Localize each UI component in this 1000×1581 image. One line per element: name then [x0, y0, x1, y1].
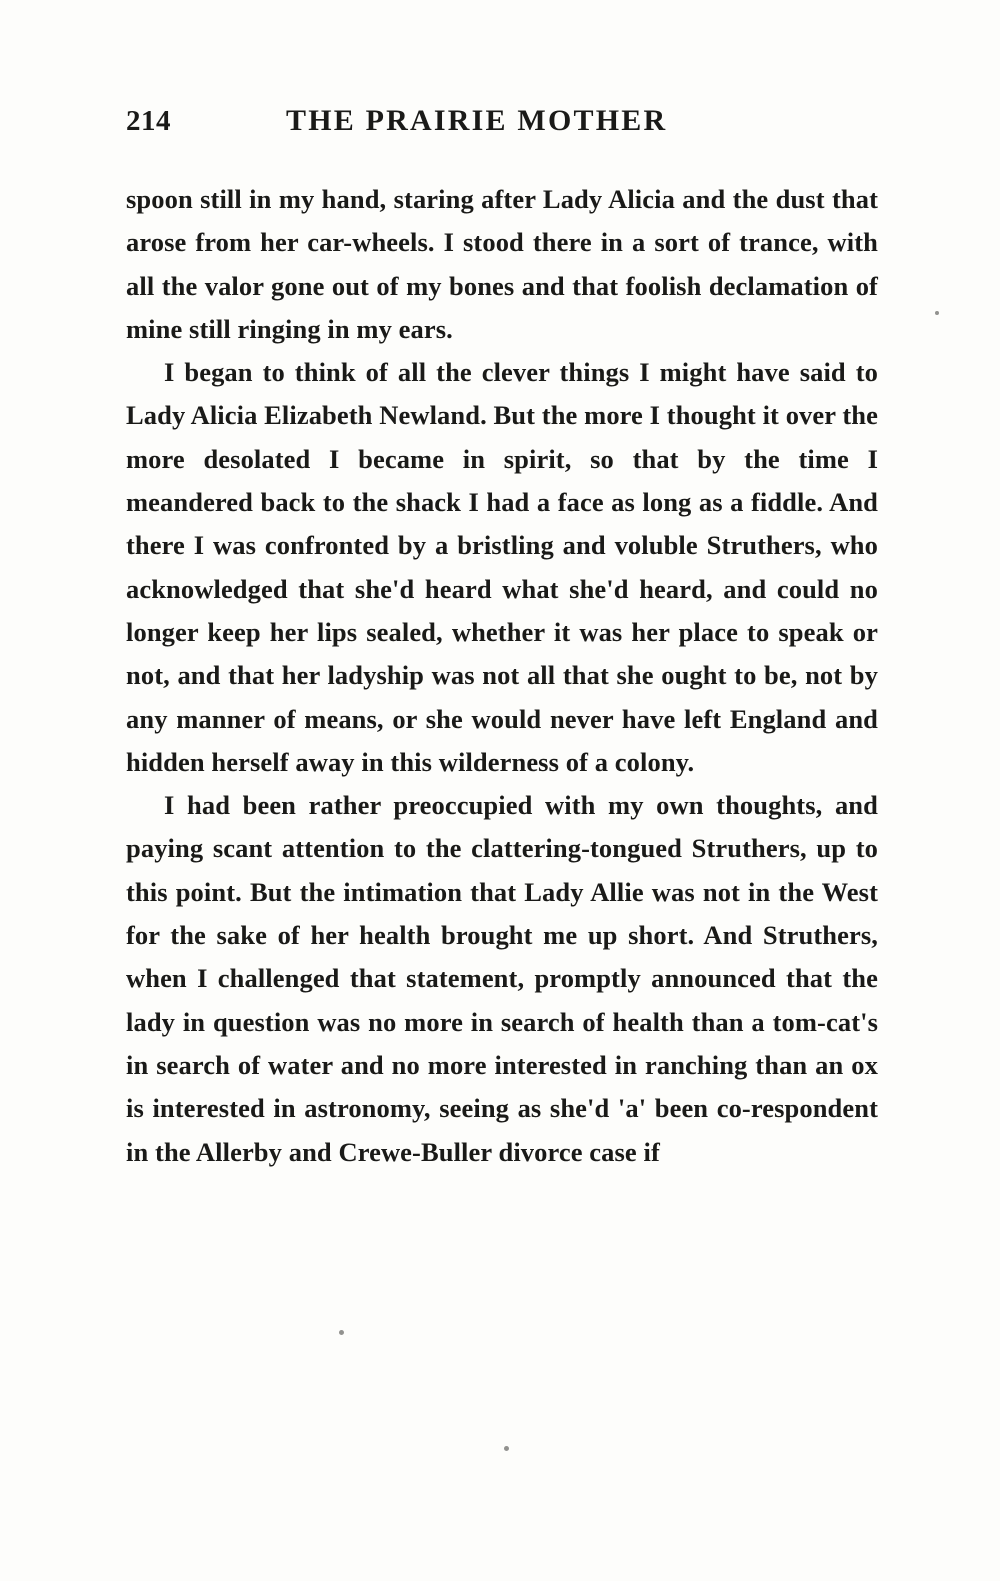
paragraph: I had been rather preoccupied with my own thoughts, and paying scant attention to the clattering-tongued Struthers, up to this point. But the intimation that Lady Allie was not in the West for the sake of her health brought me up short. And Struthers, when I challenged that statement, promptly announced that the lady in question was no more in search of health than a tom-cat's in search of water and no more interested in ranching than an ox is interested in astronomy, seeing as she'd 'a' been co-respondent in the Allerby and Crewe-Buller divorce case if — [126, 790, 878, 1167]
paragraph: spoon still in my hand, staring after Lady Alicia and the dust that arose from her car-wheels. I stood there in a sort of trance, with all the valor gone out of my bones and that foolish declamation of mine still ringing in my ears. — [126, 184, 878, 344]
paragraph: I began to think of all the clever things I might have said to Lady Alicia Elizabeth Newland. But the more I thought it over the more desolated I became in spirit, so that by the time I meandered back to the shack I had a face as long as a fiddle. And there I was confronted by a bristling and voluble Struthers, who acknowledged that she'd heard what she'd heard, and could no longer keep her lips sealed, whether it was her place to speak or not, and that her ladyship was not all that she ought to be, not by any manner of means, or she would never have left England and hidden herself away in this wilderness of a colony. — [126, 357, 878, 777]
page-number: 214 — [126, 105, 171, 137]
page-content — [126, 104, 878, 1174]
page-speck — [339, 1330, 344, 1335]
page-speck — [935, 311, 939, 315]
page-speck — [504, 1446, 509, 1451]
book-title-header: THE PRAIRIE MOTHER — [286, 104, 668, 137]
running-head — [126, 104, 878, 152]
body-text — [126, 178, 878, 1174]
